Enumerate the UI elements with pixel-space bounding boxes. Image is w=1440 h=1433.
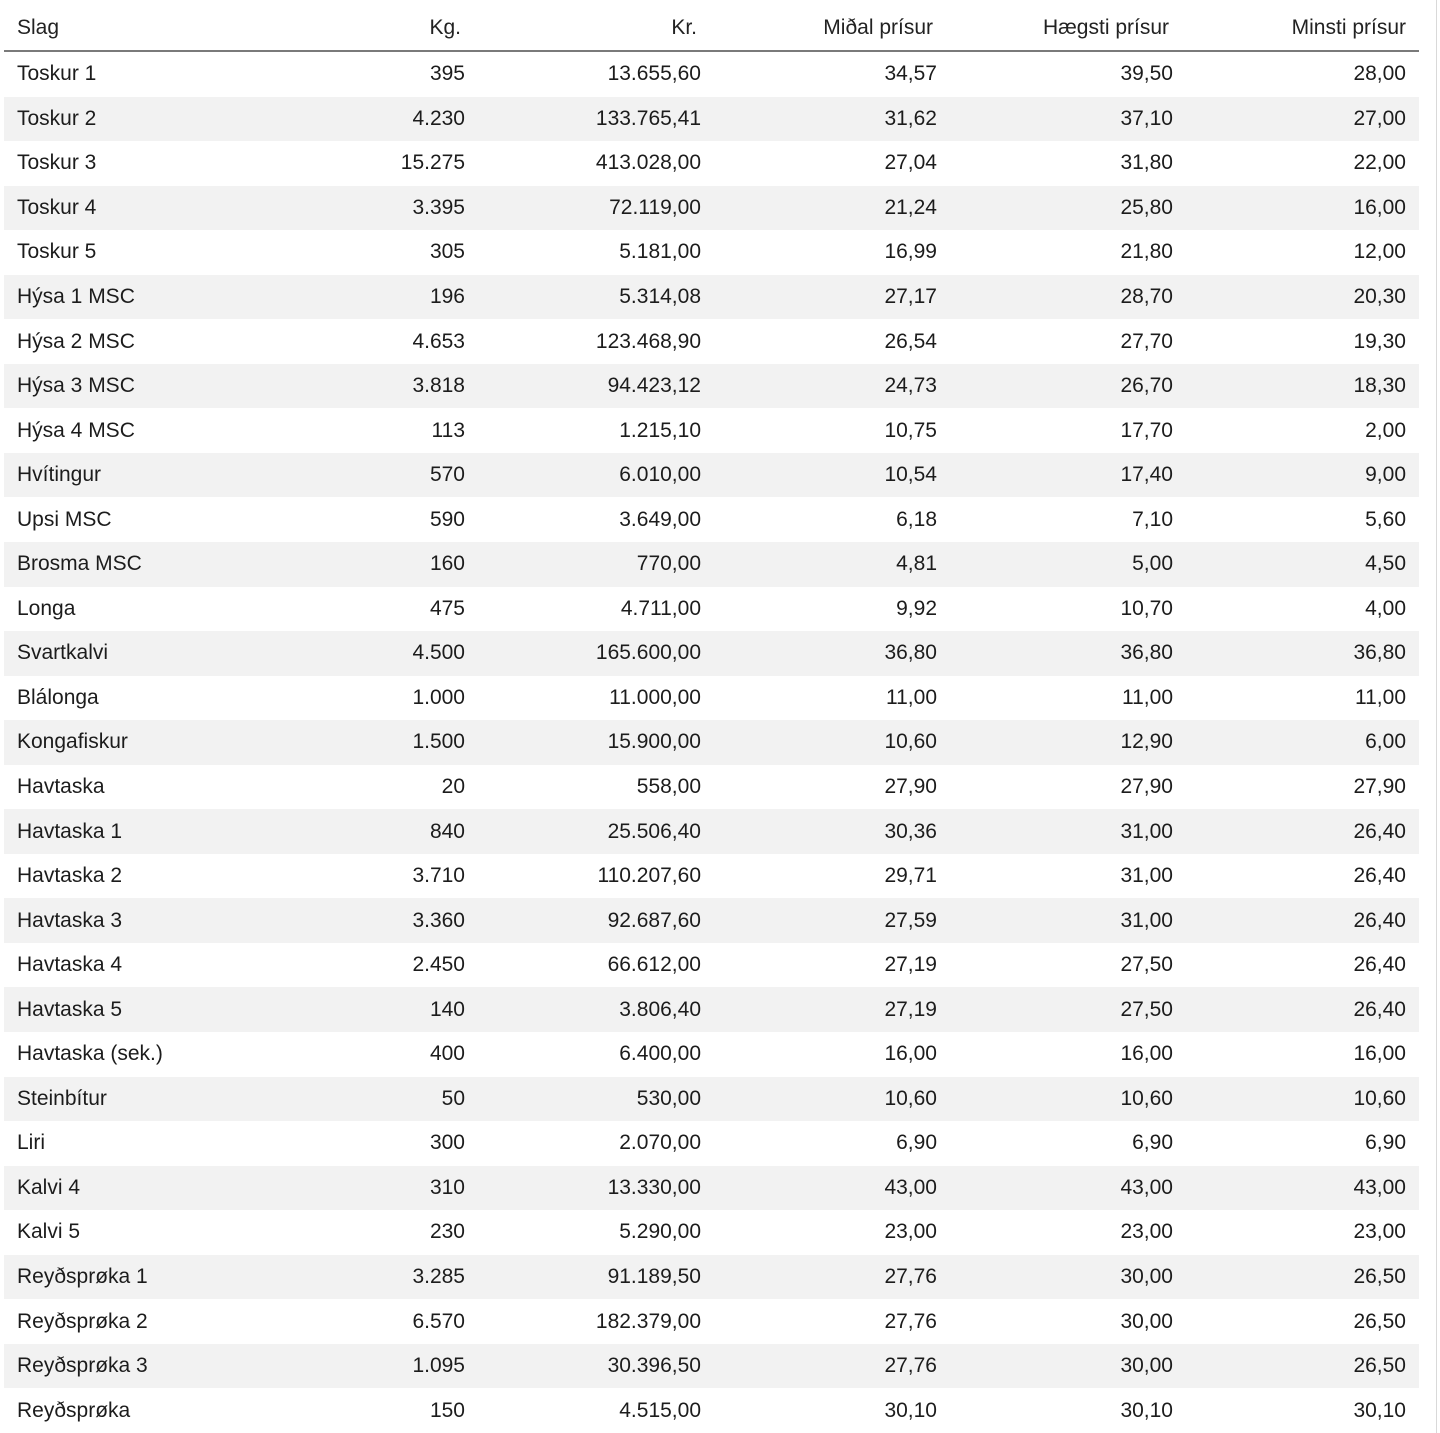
- cell-kg: 4.230: [264, 97, 474, 142]
- cell-kr: 5.290,00: [474, 1210, 710, 1255]
- cell-kg: 160: [264, 542, 474, 587]
- cell-lowest-price: 11,00: [1182, 676, 1419, 721]
- cell-highest-price: 28,70: [946, 275, 1182, 320]
- cell-kg: 50: [264, 1077, 474, 1122]
- cell-average-price: 27,76: [710, 1299, 946, 1344]
- cell-slag: Reyðsprøka 3: [4, 1344, 264, 1389]
- table-row: [4, 1032, 1419, 1077]
- cell-slag: Steinbítur: [4, 1077, 264, 1122]
- cell-kr: 6.010,00: [474, 453, 710, 498]
- cell-average-price: 43,00: [710, 1166, 946, 1211]
- cell-lowest-price: 26,40: [1182, 809, 1419, 854]
- cell-slag: Reyðsprøka 2: [4, 1299, 264, 1344]
- cell-slag: Hýsa 3 MSC: [4, 364, 264, 409]
- cell-lowest-price: 26,50: [1182, 1344, 1419, 1389]
- cell-lowest-price: 28,00: [1182, 51, 1419, 97]
- table-row: [4, 943, 1419, 988]
- cell-average-price: 31,62: [710, 97, 946, 142]
- cell-kr: 94.423,12: [474, 364, 710, 409]
- cell-slag: Longa: [4, 587, 264, 632]
- cell-slag: Kongafiskur: [4, 720, 264, 765]
- cell-average-price: 10,60: [710, 1077, 946, 1122]
- cell-kr: 25.506,40: [474, 809, 710, 854]
- cell-slag: Blálonga: [4, 676, 264, 721]
- cell-highest-price: 5,00: [946, 542, 1182, 587]
- cell-slag: Havtaska (sek.): [4, 1032, 264, 1077]
- cell-slag: Reyðsprøka: [4, 1388, 264, 1433]
- table-row: [4, 587, 1419, 632]
- cell-lowest-price: 12,00: [1182, 230, 1419, 275]
- column-header-slag: Slag: [4, 6, 264, 51]
- table-header: [4, 6, 1419, 51]
- cell-average-price: 27,76: [710, 1255, 946, 1300]
- cell-kr: 91.189,50: [474, 1255, 710, 1300]
- cell-slag: Havtaska 4: [4, 943, 264, 988]
- cell-slag: Hýsa 1 MSC: [4, 275, 264, 320]
- cell-highest-price: 17,70: [946, 408, 1182, 453]
- cell-average-price: 10,75: [710, 408, 946, 453]
- cell-lowest-price: 26,50: [1182, 1255, 1419, 1300]
- table-row: [4, 676, 1419, 721]
- cell-average-price: 27,17: [710, 275, 946, 320]
- cell-kg: 20: [264, 765, 474, 810]
- cell-highest-price: 25,80: [946, 186, 1182, 231]
- cell-highest-price: 10,70: [946, 587, 1182, 632]
- cell-kg: 300: [264, 1121, 474, 1166]
- cell-slag: Toskur 2: [4, 97, 264, 142]
- table-row: [4, 275, 1419, 320]
- cell-slag: Hýsa 4 MSC: [4, 408, 264, 453]
- cell-average-price: 11,00: [710, 676, 946, 721]
- cell-kg: 6.570: [264, 1299, 474, 1344]
- cell-slag: Reyðsprøka 1: [4, 1255, 264, 1300]
- cell-kg: 3.818: [264, 364, 474, 409]
- column-header-kg: Kg.: [264, 6, 474, 51]
- cell-highest-price: 7,10: [946, 497, 1182, 542]
- cell-kr: 30.396,50: [474, 1344, 710, 1389]
- cell-kr: 2.070,00: [474, 1121, 710, 1166]
- cell-highest-price: 11,00: [946, 676, 1182, 721]
- cell-kr: 15.900,00: [474, 720, 710, 765]
- cell-highest-price: 31,00: [946, 854, 1182, 899]
- cell-slag: Havtaska: [4, 765, 264, 810]
- cell-lowest-price: 10,60: [1182, 1077, 1419, 1122]
- cell-slag: Havtaska 5: [4, 987, 264, 1032]
- cell-kr: 5.314,08: [474, 275, 710, 320]
- cell-kr: 13.655,60: [474, 51, 710, 97]
- scrollbar-track: [1436, 0, 1437, 1433]
- cell-lowest-price: 16,00: [1182, 186, 1419, 231]
- table-row: [4, 720, 1419, 765]
- cell-average-price: 24,73: [710, 364, 946, 409]
- cell-kr: 530,00: [474, 1077, 710, 1122]
- cell-kg: 15.275: [264, 141, 474, 186]
- table-row: [4, 141, 1419, 186]
- cell-average-price: 34,57: [710, 51, 946, 97]
- cell-highest-price: 39,50: [946, 51, 1182, 97]
- cell-average-price: 10,60: [710, 720, 946, 765]
- table-row: [4, 809, 1419, 854]
- cell-average-price: 29,71: [710, 854, 946, 899]
- cell-lowest-price: 26,40: [1182, 943, 1419, 988]
- cell-kg: 395: [264, 51, 474, 97]
- table-row: [4, 1210, 1419, 1255]
- cell-slag: Liri: [4, 1121, 264, 1166]
- cell-kg: 1.500: [264, 720, 474, 765]
- cell-slag: Kalvi 4: [4, 1166, 264, 1211]
- table-row: [4, 1344, 1419, 1389]
- cell-slag: Hvítingur: [4, 453, 264, 498]
- cell-kr: 3.649,00: [474, 497, 710, 542]
- cell-highest-price: 30,10: [946, 1388, 1182, 1433]
- cell-highest-price: 23,00: [946, 1210, 1182, 1255]
- cell-slag: Hýsa 2 MSC: [4, 319, 264, 364]
- cell-lowest-price: 16,00: [1182, 1032, 1419, 1077]
- cell-average-price: 30,36: [710, 809, 946, 854]
- cell-kr: 770,00: [474, 542, 710, 587]
- cell-lowest-price: 23,00: [1182, 1210, 1419, 1255]
- cell-kg: 4.500: [264, 631, 474, 676]
- cell-kr: 413.028,00: [474, 141, 710, 186]
- table-row: [4, 1388, 1419, 1433]
- cell-highest-price: 27,50: [946, 987, 1182, 1032]
- cell-slag: Toskur 3: [4, 141, 264, 186]
- cell-lowest-price: 2,00: [1182, 408, 1419, 453]
- cell-kg: 1.095: [264, 1344, 474, 1389]
- cell-lowest-price: 19,30: [1182, 319, 1419, 364]
- table-body: [4, 51, 1419, 1433]
- cell-average-price: 27,19: [710, 987, 946, 1032]
- cell-average-price: 9,92: [710, 587, 946, 632]
- cell-lowest-price: 27,90: [1182, 765, 1419, 810]
- cell-kr: 5.181,00: [474, 230, 710, 275]
- cell-lowest-price: 26,50: [1182, 1299, 1419, 1344]
- table-row: [4, 1121, 1419, 1166]
- cell-kr: 558,00: [474, 765, 710, 810]
- cell-highest-price: 31,00: [946, 898, 1182, 943]
- cell-kg: 570: [264, 453, 474, 498]
- cell-highest-price: 37,10: [946, 97, 1182, 142]
- cell-highest-price: 31,80: [946, 141, 1182, 186]
- cell-highest-price: 30,00: [946, 1344, 1182, 1389]
- cell-kg: 3.285: [264, 1255, 474, 1300]
- cell-slag: Upsi MSC: [4, 497, 264, 542]
- cell-kg: 2.450: [264, 943, 474, 988]
- cell-highest-price: 27,50: [946, 943, 1182, 988]
- cell-highest-price: 43,00: [946, 1166, 1182, 1211]
- table-row: [4, 497, 1419, 542]
- cell-average-price: 21,24: [710, 186, 946, 231]
- cell-lowest-price: 36,80: [1182, 631, 1419, 676]
- table-row: [4, 97, 1419, 142]
- table-row: [4, 987, 1419, 1032]
- cell-kr: 66.612,00: [474, 943, 710, 988]
- cell-kr: 92.687,60: [474, 898, 710, 943]
- cell-kg: 230: [264, 1210, 474, 1255]
- table-row: [4, 364, 1419, 409]
- cell-kg: 590: [264, 497, 474, 542]
- column-header-highest-price: Hægsti prísur: [946, 6, 1182, 51]
- table-row: [4, 765, 1419, 810]
- cell-lowest-price: 18,30: [1182, 364, 1419, 409]
- cell-kr: 182.379,00: [474, 1299, 710, 1344]
- cell-lowest-price: 5,60: [1182, 497, 1419, 542]
- table-row: [4, 319, 1419, 364]
- cell-highest-price: 36,80: [946, 631, 1182, 676]
- cell-highest-price: 12,90: [946, 720, 1182, 765]
- cell-lowest-price: 6,90: [1182, 1121, 1419, 1166]
- cell-lowest-price: 20,30: [1182, 275, 1419, 320]
- cell-average-price: 27,90: [710, 765, 946, 810]
- cell-lowest-price: 26,40: [1182, 898, 1419, 943]
- cell-lowest-price: 30,10: [1182, 1388, 1419, 1433]
- cell-lowest-price: 26,40: [1182, 854, 1419, 899]
- cell-average-price: 6,90: [710, 1121, 946, 1166]
- cell-kg: 196: [264, 275, 474, 320]
- table-row: [4, 453, 1419, 498]
- table-row: [4, 186, 1419, 231]
- cell-highest-price: 16,00: [946, 1032, 1182, 1077]
- cell-kg: 475: [264, 587, 474, 632]
- cell-highest-price: 27,90: [946, 765, 1182, 810]
- cell-kr: 3.806,40: [474, 987, 710, 1032]
- cell-kr: 133.765,41: [474, 97, 710, 142]
- table-row: [4, 1166, 1419, 1211]
- cell-highest-price: 30,00: [946, 1255, 1182, 1300]
- cell-slag: Havtaska 1: [4, 809, 264, 854]
- cell-highest-price: 21,80: [946, 230, 1182, 275]
- table-row: [4, 1077, 1419, 1122]
- cell-kg: 400: [264, 1032, 474, 1077]
- cell-kg: 113: [264, 408, 474, 453]
- cell-lowest-price: 43,00: [1182, 1166, 1419, 1211]
- cell-slag: Brosma MSC: [4, 542, 264, 587]
- cell-kr: 123.468,90: [474, 319, 710, 364]
- table-row: [4, 51, 1419, 97]
- cell-kg: 3.360: [264, 898, 474, 943]
- cell-average-price: 16,99: [710, 230, 946, 275]
- cell-kr: 1.215,10: [474, 408, 710, 453]
- cell-average-price: 27,04: [710, 141, 946, 186]
- cell-kr: 4.711,00: [474, 587, 710, 632]
- table-row: [4, 542, 1419, 587]
- cell-average-price: 27,76: [710, 1344, 946, 1389]
- cell-kg: 840: [264, 809, 474, 854]
- table-row: [4, 854, 1419, 899]
- cell-average-price: 6,18: [710, 497, 946, 542]
- cell-lowest-price: 4,50: [1182, 542, 1419, 587]
- cell-lowest-price: 6,00: [1182, 720, 1419, 765]
- cell-kg: 305: [264, 230, 474, 275]
- cell-lowest-price: 4,00: [1182, 587, 1419, 632]
- cell-slag: Toskur 4: [4, 186, 264, 231]
- cell-kr: 13.330,00: [474, 1166, 710, 1211]
- cell-slag: Havtaska 3: [4, 898, 264, 943]
- header-row: [4, 6, 1419, 51]
- cell-kr: 165.600,00: [474, 631, 710, 676]
- cell-slag: Toskur 1: [4, 51, 264, 97]
- cell-highest-price: 26,70: [946, 364, 1182, 409]
- cell-lowest-price: 27,00: [1182, 97, 1419, 142]
- cell-lowest-price: 26,40: [1182, 987, 1419, 1032]
- cell-slag: Toskur 5: [4, 230, 264, 275]
- cell-lowest-price: 9,00: [1182, 453, 1419, 498]
- cell-kg: 1.000: [264, 676, 474, 721]
- cell-kr: 110.207,60: [474, 854, 710, 899]
- cell-average-price: 36,80: [710, 631, 946, 676]
- cell-slag: Kalvi 5: [4, 1210, 264, 1255]
- cell-average-price: 16,00: [710, 1032, 946, 1077]
- cell-kr: 6.400,00: [474, 1032, 710, 1077]
- cell-highest-price: 31,00: [946, 809, 1182, 854]
- fish-price-table: [4, 6, 1419, 1433]
- cell-average-price: 4,81: [710, 542, 946, 587]
- cell-kr: 72.119,00: [474, 186, 710, 231]
- cell-average-price: 23,00: [710, 1210, 946, 1255]
- cell-highest-price: 27,70: [946, 319, 1182, 364]
- cell-kg: 4.653: [264, 319, 474, 364]
- column-header-lowest-price: Minsti prísur: [1182, 6, 1419, 51]
- cell-kr: 4.515,00: [474, 1388, 710, 1433]
- cell-kr: 11.000,00: [474, 676, 710, 721]
- cell-slag: Svartkalvi: [4, 631, 264, 676]
- cell-highest-price: 6,90: [946, 1121, 1182, 1166]
- cell-kg: 3.395: [264, 186, 474, 231]
- cell-slag: Havtaska 2: [4, 854, 264, 899]
- column-header-kr: Kr.: [474, 6, 710, 51]
- cell-average-price: 30,10: [710, 1388, 946, 1433]
- cell-kg: 150: [264, 1388, 474, 1433]
- cell-lowest-price: 22,00: [1182, 141, 1419, 186]
- cell-highest-price: 17,40: [946, 453, 1182, 498]
- cell-average-price: 27,59: [710, 898, 946, 943]
- table-row: [4, 898, 1419, 943]
- cell-kg: 3.710: [264, 854, 474, 899]
- cell-average-price: 10,54: [710, 453, 946, 498]
- cell-average-price: 27,19: [710, 943, 946, 988]
- cell-highest-price: 10,60: [946, 1077, 1182, 1122]
- table-row: [4, 1299, 1419, 1344]
- cell-kg: 310: [264, 1166, 474, 1211]
- cell-highest-price: 30,00: [946, 1299, 1182, 1344]
- column-header-average-price: Miðal prísur: [710, 6, 946, 51]
- table-row: [4, 408, 1419, 453]
- cell-kg: 140: [264, 987, 474, 1032]
- table-row: [4, 1255, 1419, 1300]
- table-row: [4, 631, 1419, 676]
- table-row: [4, 230, 1419, 275]
- cell-average-price: 26,54: [710, 319, 946, 364]
